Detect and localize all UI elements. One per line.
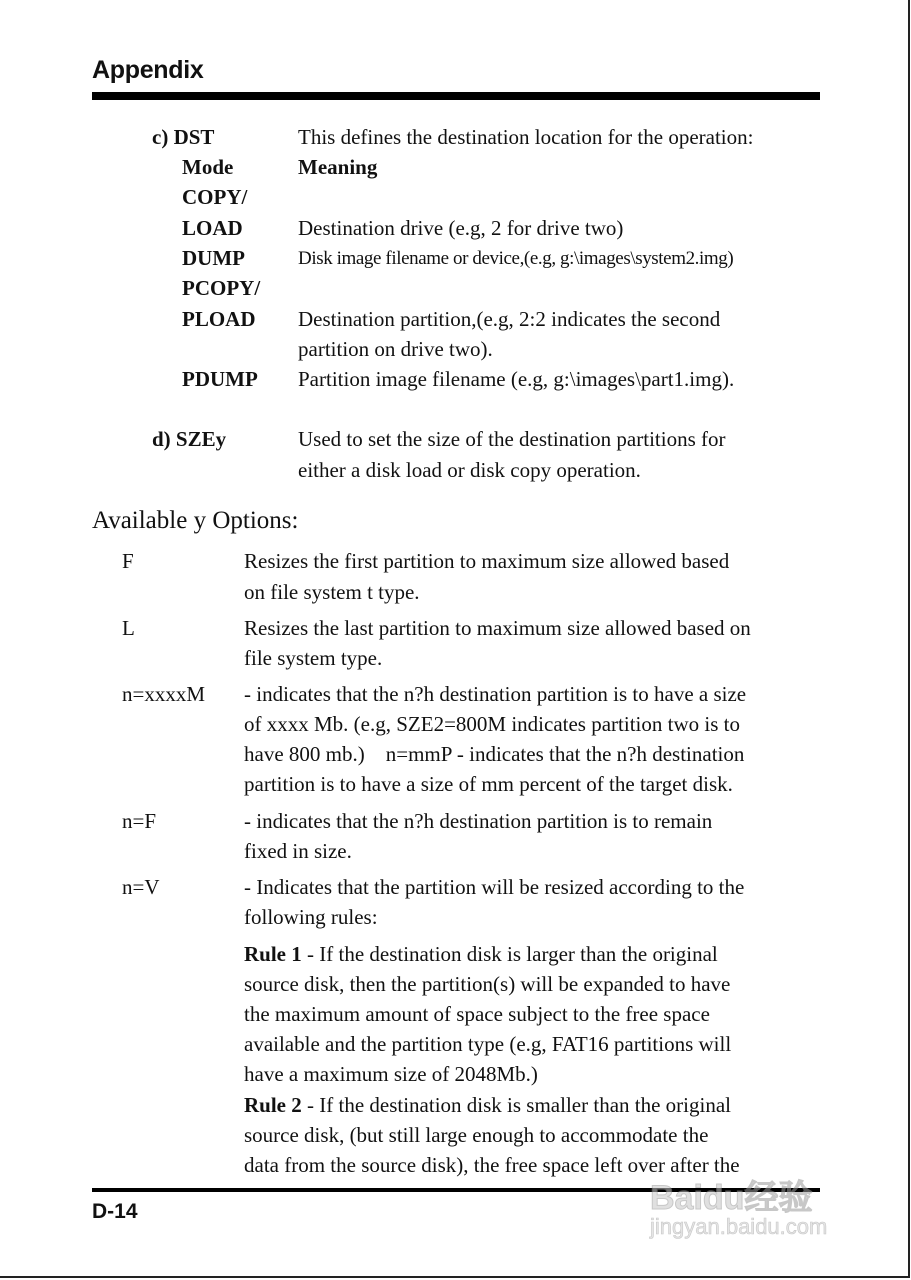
watermark-url: jingyan.baidu.com (650, 1214, 828, 1239)
option-f-line-2: on file system t type. (244, 580, 420, 604)
mode-pload-meaning-line-1: Destination partition,(e.g, 2:2 indicates the second (298, 307, 721, 331)
rule-1-first-line (244, 939, 718, 969)
option-n-v-line-1: - Indicates that the partition will be resized according to the (244, 875, 745, 899)
option-n-xxxxm-line-4: partition is to have a size of mm percent of the target disk. (244, 772, 733, 796)
option-key-n-v: n=V (122, 875, 160, 899)
mode-dump: DUMP (182, 246, 245, 270)
mode-load: LOAD (182, 216, 243, 240)
mode-load-meaning: Destination drive (e.g, 2 for drive two) (298, 216, 624, 240)
szey-description-line-1: Used to set the size of the destination partitions for (298, 427, 726, 451)
mode-pload-meaning-line-2: partition on drive two). (298, 337, 493, 361)
dst-description: This defines the destination location for the operation: (298, 125, 754, 149)
watermark-logo: Baidu经验 (650, 1179, 813, 1217)
option-key-l: L (122, 616, 135, 640)
szey-description-line-2: either a disk load or disk copy operation. (298, 458, 641, 482)
header-rule (92, 92, 820, 100)
meaning-column-header: Meaning (298, 155, 378, 179)
rule-1-line-4: available and the partition type (e.g, FAT16 partitions will (244, 1032, 732, 1056)
dst-label: c) DST (152, 125, 215, 149)
rule-1-label: Rule 1 (244, 942, 302, 966)
rule-1-line-5: have a maximum size of 2048Mb.) (244, 1062, 538, 1086)
mode-dump-meaning: Disk image filename or device,(e.g, g:\images\system2.img) (298, 248, 734, 269)
option-l-line-1: Resizes the last partition to maximum size allowed based on (244, 616, 751, 640)
mode-pload: PLOAD (182, 307, 256, 331)
rule-2-line-3: data from the source disk), the free space left over after the (244, 1153, 740, 1177)
option-n-xxxxm-line-2: of xxxx Mb. (e.g, SZE2=800M indicates partition two is to (244, 712, 740, 736)
options-heading: Available y Options: (92, 507, 299, 534)
option-n-xxxxm-line-1: - indicates that the n?h destination partition is to have a size (244, 682, 747, 706)
option-n-f-line-2: fixed in size. (244, 839, 352, 863)
mode-pcopy: PCOPY/ (182, 276, 261, 300)
mode-column-header: Mode (182, 155, 234, 179)
rule-1-line-3: the maximum amount of space subject to the free space (244, 1002, 710, 1026)
option-n-v-line-2: following rules: (244, 905, 378, 929)
option-key-n-f: n=F (122, 809, 157, 833)
option-key-n-xxxxm: n=xxxxM (122, 682, 206, 706)
mode-pdump: PDUMP (182, 367, 258, 391)
rule-2-label: Rule 2 (244, 1093, 302, 1117)
mode-copy: COPY/ (182, 185, 248, 209)
page-number: D-14 (92, 1200, 138, 1223)
option-l-line-2: file system type. (244, 646, 383, 670)
watermark (640, 1160, 870, 1250)
option-f-line-1: Resizes the first partition to maximum size allowed based (244, 549, 730, 573)
mode-pdump-meaning: Partition image filename (e.g, g:\images\part1.img). (298, 367, 735, 391)
szey-label: d) SZEy (152, 427, 227, 451)
rule-1-text: - If the destination disk is larger than the original (301, 942, 718, 966)
rule-1-line-2: source disk, then the partition(s) will be expanded to have (244, 972, 731, 996)
page-header-title: Appendix (92, 56, 204, 84)
option-n-f-line-1: - indicates that the n?h destination partition is to remain (244, 809, 713, 833)
rule-2-text: - If the destination disk is smaller than the original (301, 1093, 731, 1117)
rule-2-first-line (244, 1090, 731, 1120)
option-n-xxxxm-line-3: have 800 mb.) n=mmP - indicates that the n?h destination (244, 742, 745, 766)
rule-2-line-2: source disk, (but still large enough to accommodate the (244, 1123, 709, 1147)
option-key-f: F (122, 549, 134, 573)
